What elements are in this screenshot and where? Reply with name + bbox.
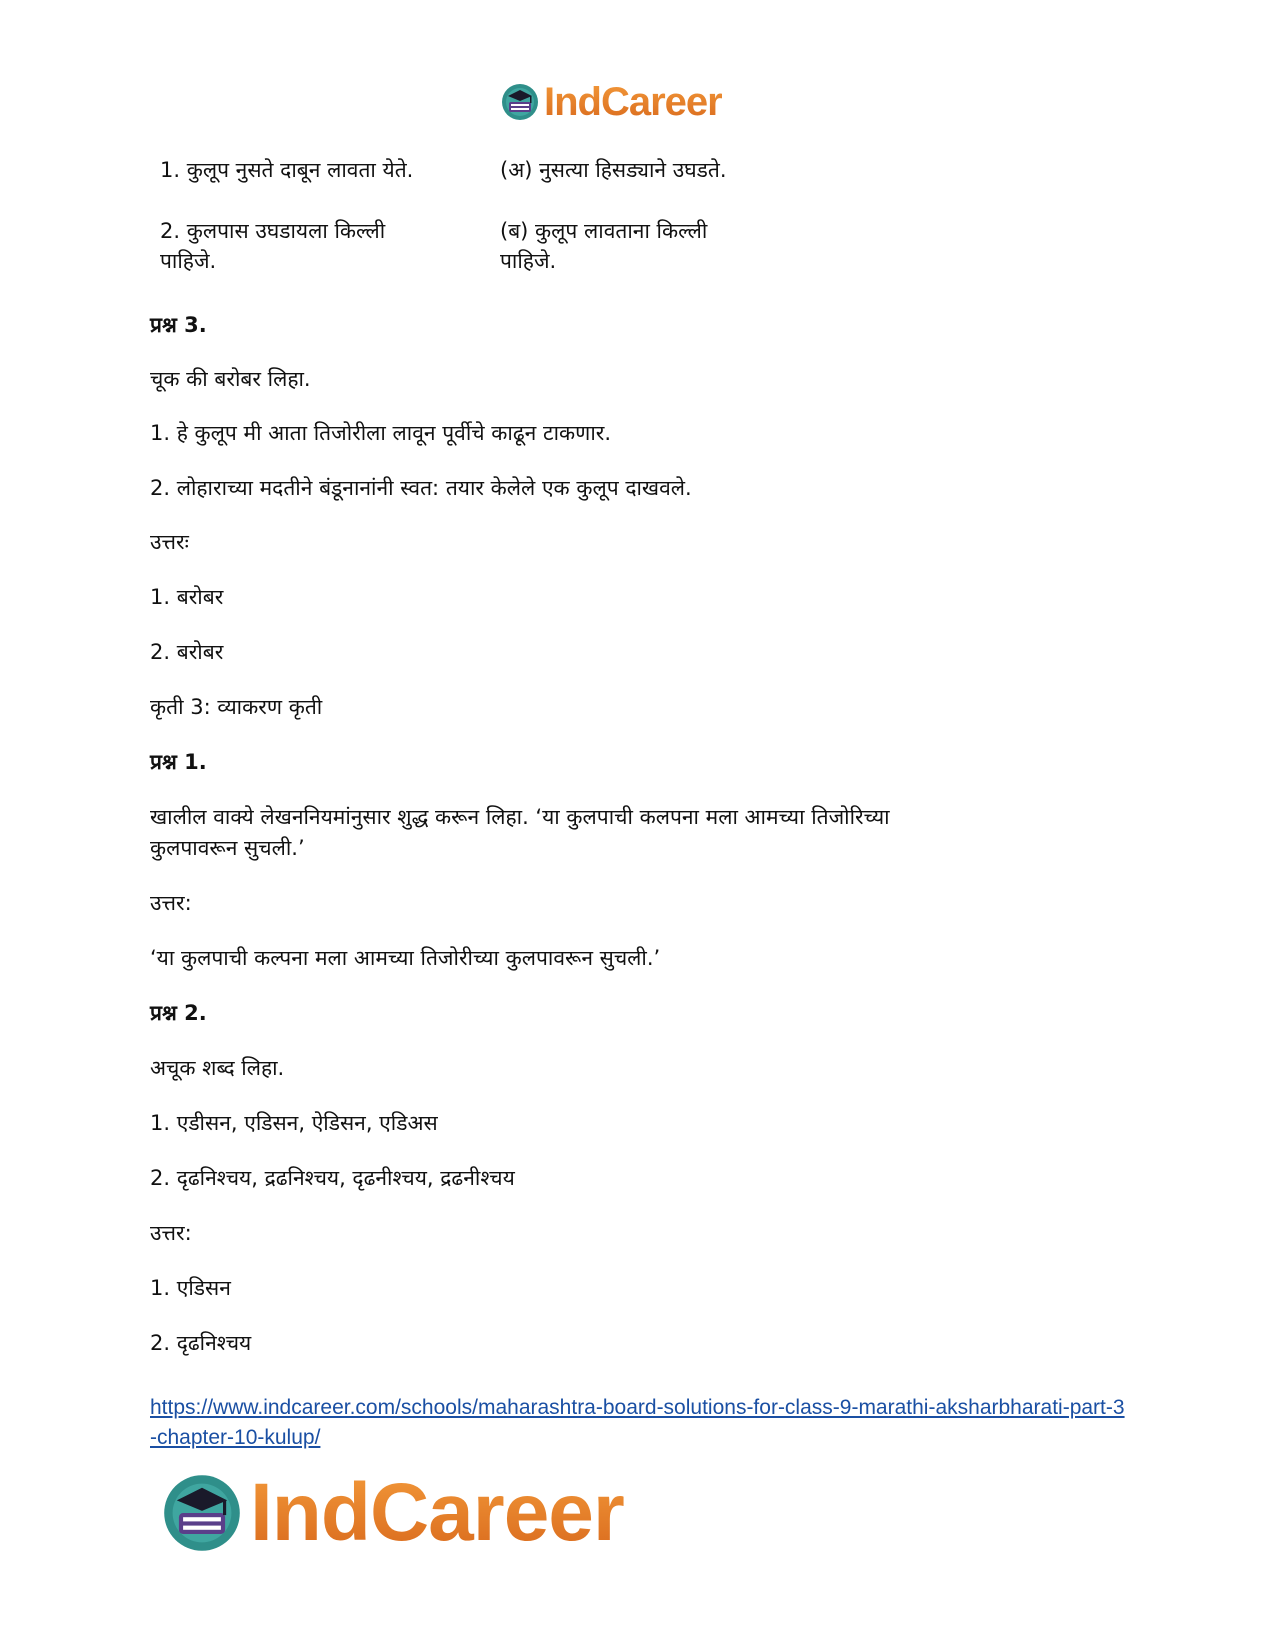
question-text: कुलपावरून सुचली.’ [150,836,305,860]
section-heading: कृती 3: व्याकरण कृती [150,695,323,719]
table-cell: (ब) कुलूप लावताना किल्ली [500,219,708,243]
answer-item: 1. बरोबर [150,585,224,609]
list-item: 1. एडीसन, एडिसन, ऐडिसन, एडिअस [150,1111,438,1135]
logo-text: IndCareer [544,79,722,124]
source-link[interactable]: https://www.indcareer.com/schools/maharashtra-board-solutions-for-class-9-marathi-aksharbharati-part-3-chapter-10-kulup/ [150,1396,1125,1449]
question-text: चूक की बरोबर लिहा. [150,367,311,391]
question-label: प्रश्न 3. [150,313,207,337]
list-item: 2. दृढनिश्चय, द्रढनिश्चय, दृढनीश्चय, द्रढनीश्चय [150,1166,515,1190]
question-label: प्रश्न 2. [150,1001,207,1025]
graduation-book-icon [160,1471,244,1555]
question-text: अचूक शब्द लिहा. [150,1056,285,1080]
answer-label: उत्तर: [150,1221,192,1245]
answer-label: उत्तर: [150,891,192,915]
answer-item: 1. एडिसन [150,1276,231,1300]
table-cell: 1. कुलूप नुसते दाबून लावता येते. [160,158,414,182]
table-cell: पाहिजे. [160,249,217,273]
answer-label: उत्तरः [150,530,189,554]
list-item: 2. लोहाराच्या मदतीने बंडूनानांनी स्वत: तयार केलेले एक कुलूप दाखवले. [150,476,692,500]
header-logo [500,80,722,124]
question-text: खालील वाक्ये लेखननियमांनुसार शुद्ध करून लिहा. ‘या कुलपाची कलपना मला आमच्या तिजोरिच्या [150,805,890,829]
footer-logo [160,1468,624,1558]
answer-item: 2. दृढनिश्चय [150,1331,252,1355]
answer-item: 2. बरोबर [150,640,224,664]
table-cell: पाहिजे. [500,249,557,273]
answer-text: ‘या कुलपाची कल्पना मला आमच्या तिजोरीच्या कुलपावरून सुचली.’ [150,946,661,970]
table-cell: (अ) नुसत्या हिसड्याने उघडते. [500,158,727,182]
list-item: 1. हे कुलूप मी आता तिजोरीला लावून पूर्वीचे काढून टाकणार. [150,421,612,445]
graduation-book-icon [500,82,540,122]
logo-text: IndCareer [250,1467,624,1558]
table-cell: 2. कुलपास उघडायला किल्ली [160,219,386,243]
question-label: प्रश्न 1. [150,750,207,774]
